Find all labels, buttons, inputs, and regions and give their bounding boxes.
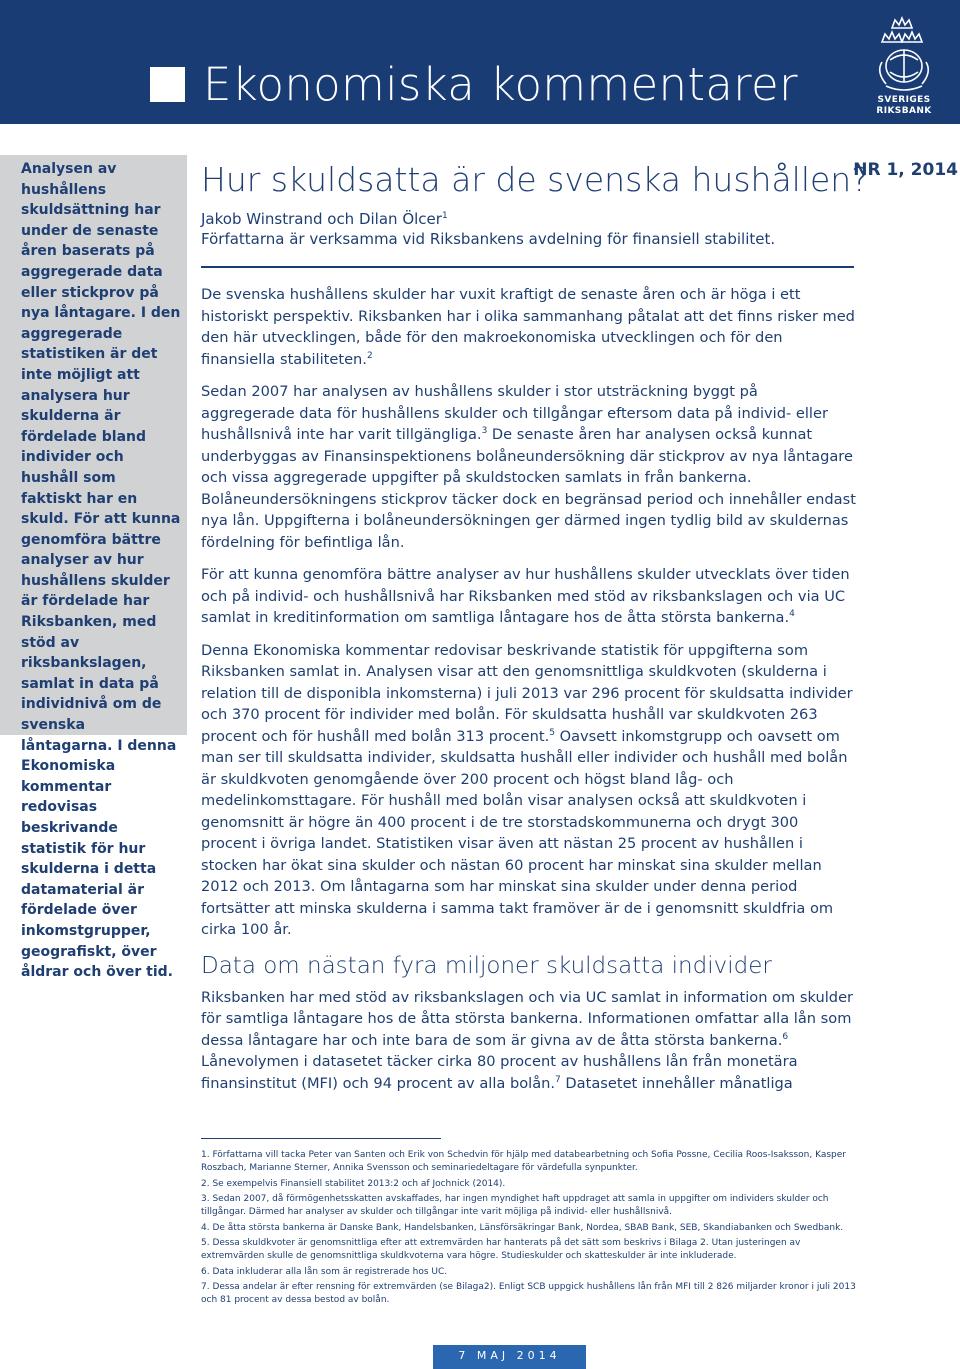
publication-title: Ekonomiska kommentarer — [203, 58, 798, 111]
footnote-4: 4. De åtta största bankerna är Danske Bank, Handelsbanken, Länsförsäkringar Bank, Nordea, SBAB Bank, SEB, Skandiabanken och Swedbank. — [201, 1222, 844, 1233]
paragraph-5: Riksbanken har med stöd av riksbankslagen och via UC samlat in information om skulder för samtliga låntagare hos de åtta största bankerna. Informationen omfattar alla lån som dessa låntagare har och inte bara de som är givna av de åtta största bankerna.$^6$ Lånevolymen i datasetet täcker cirka 80 procent av hushållens lån från monetära finansinstitut (MFI) och 94 procent av alla bolån.$^7$ Datasetet innehåller månatliga — [201, 988, 854, 1092]
author-block — [201, 209, 841, 249]
footnote-6: 6. Data inkluderar alla lån som är registrerade hos UC. — [201, 1266, 448, 1277]
footnotes — [201, 1149, 856, 1310]
publication-date: 7 MAJ 2014 — [458, 1349, 561, 1362]
footnote-1: 1. Författarna vill tacka Peter van Santen och Erik von Schedvin för hjälp med databearbetning och Sofia Possne, Cecilia Roos-Isaksson, Kasper Roszbach, Marianne Sterner, Annika Svensson och seminariedeltagare för värdefulla synpunkter. — [201, 1150, 846, 1173]
footnote-ref-3[interactable]: 3 — [481, 426, 488, 437]
footnote-divider — [201, 1138, 441, 1139]
article-body — [201, 284, 856, 1105]
footnote-ref-5[interactable]: 5 — [549, 727, 555, 738]
footnote-3: 3. Sedan 2007, då förmögenhetsskatten avskaffades, har ingen myndighet haft uppdraget att samla in uppgifter om individers skulder och tillgångar. Därmed har analyser av skulder och tillgångar inte varit möjliga på individ- eller hushållsnivå. — [201, 1194, 829, 1217]
footnote-5: 5. Dessa skuldkvoter är genomsnittliga efter att extremvärden har hanterats på det sätt som beskrivs i Bilaga 2. Utan justeringen av extremvärden skulle de genomsnittliga skuldkvoterna vara högre. Studieskulder och skatteskulder är inte inkluderade. — [201, 1238, 801, 1261]
summary-text: Analysen av hushållens skuldsättning har under de senaste åren baserats på aggregerade data eller stickprov på nya låntagare. I den aggregerade statistiken är det inte möjligt att analysera hur skulderna är fördelade bland individer och hushåll som faktiskt har en skuld. För att kunna genomföra bättre analyser av hur hushållens skulder är fördelade har Riksbanken, med stöd av riksbankslagen, samlat in data på individnivå om de svenska låntagarna. I denna Ekonomiska kommentar redovisas beskrivande statistik för hur skulderna i detta datamaterial är fördelade över inkomstgrupper, geografiskt, över åldrar och över tid. — [21, 161, 181, 981]
footnote-7: 7. Dessa andelar är efter rensning för extremvärden (se Bilaga2). Enligt SCB uppgick hushållens lån från MFI till 2 826 miljarder kronor i juli 2013 och 81 procent av dessa bestod av bolån. — [201, 1282, 856, 1305]
article-title: Hur skuldsatta är de svenska hushållen? — [201, 160, 869, 199]
footnote-ref-1[interactable]: 1 — [441, 211, 448, 221]
page-header — [0, 0, 960, 124]
title-divider — [201, 266, 854, 268]
paragraph-1: De svenska hushållens skulder har vuxit kraftigt de senaste åren och är höga i ett historiskt perspektiv. Riksbanken har i olika sammanhang påtalat att det finns risker med den här utvecklingen, både för den makroekonomiska utvecklingen och för den finansiella stabiliteten.$^2$ — [201, 286, 855, 368]
paragraph-3: För att kunna genomföra bättre analyser av hur hushållens skulder utvecklats över tiden och på individ- och hushållsnivå har Riksbanken med stöd av riksbankslagen och via UC samlat in kreditinformation om samtliga låntagare hos de åtta största bankerna.$^4$ — [201, 566, 850, 626]
footnote-ref-4[interactable]: 4 — [789, 609, 795, 620]
summary-sidebar — [0, 155, 187, 981]
footnote-ref-2[interactable]: 2 — [366, 350, 373, 361]
paragraph-4: Denna Ekonomiska kommentar redovisar beskrivande statistik för uppgifterna som Riksbanken samlat in. Analysen visar att den genomsnittliga skuldkvoten (skulderna i relation till de disponibla inkomsterna) i juli 2013 var 296 procent för skuldsatta individer och 370 procent för individer med bolån. För skuldsatta hushåll var skuldkvoten 263 procent och för hushåll med bolån 313 procent.$^5$ Oavsett inkomstgrupp och oavsett om man ser till skuldsatta individer, skuldsatta hushåll eller individer och hushåll med bolån är skuldkvoten genomgående över 200 procent och högst bland låg- och medelinkomsttagare. För hushåll med bolån visar analysen också att skuldkvoten i genomsnitt är högre än 400 procent i de tre storstadskommunerna och drygt 300 procent i övriga landet. Statistiken visar även att nästan 25 procent av hushållen i stocken har ökat sina skulder och nästan 60 procent har minskat sina skulder mellan 2012 och 2013. Om låntagarna som har minskat sina skulder under denna period fortsätter att minska skulderna i samma takt framöver är de i genomsnitt skuldfria om cirka 100 år. — [201, 641, 853, 938]
logo-line-1: SVERIGES — [877, 95, 931, 105]
footnote-2: 2. Se exempelvis Finansiell stabilitet 2013:2 och af Jochnick (2014). — [201, 1178, 506, 1189]
footnote-ref-7[interactable]: 7 — [555, 1074, 561, 1085]
section-heading: Data om nästan fyra miljoner skuldsatta individer — [201, 952, 772, 979]
footnote-ref-6[interactable]: 6 — [782, 1031, 789, 1042]
authors: Jakob Winstrand och Dilan Ölcer — [201, 210, 442, 228]
riksbank-logo-text — [868, 95, 940, 117]
paragraph-2: Sedan 2007 har analysen av hushållens skulder i stor utsträckning byggt på aggregerade data för hushållens skulder och tillgångar eftersom data på individ- eller hushållsnivå inte har varit tillgängliga.$^3$ De senaste åren har analysen också kunnat underbyggas av Finansinspektionens bolåneundersökning där stickprov av nya låntagare och vissa aggregerade uppgifter på skuldstocken samlats in från bankerna. Bolåneundersökningens stickprov täcker dock en begränsad period och innehåller endast nya lån. Uppgifterna i bolåneundersökningen ger därmed ingen tydlig bild av skuldernas fördelning för befintliga lån. — [201, 383, 856, 551]
logo-line-2: RIKSBANK — [876, 106, 932, 116]
authors-line — [201, 209, 841, 229]
issue-number: NR 1, 2014 — [853, 160, 958, 180]
affiliation: Författarna är verksamma vid Riksbankens avdelning för finansiell stabilitet. — [201, 230, 776, 248]
header-square-icon — [150, 67, 185, 102]
